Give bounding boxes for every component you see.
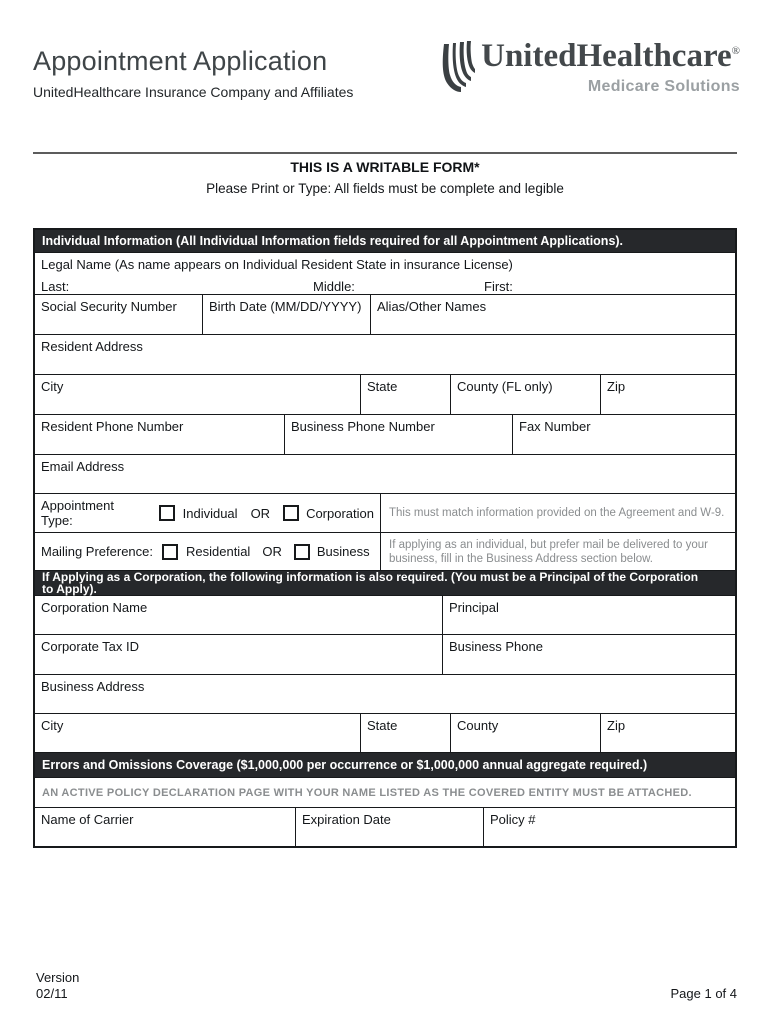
individual-option-label: Individual — [182, 505, 238, 521]
policy-number-label: Policy # — [490, 812, 536, 827]
zip-field[interactable] — [600, 375, 735, 414]
corporation-option-label: Corporation — [306, 505, 374, 521]
business-address-field[interactable] — [35, 675, 735, 713]
birth-date-label: Birth Date (MM/DD/YYYY) — [209, 299, 362, 314]
header-divider — [33, 152, 737, 154]
last-name-label: Last: — [41, 279, 70, 294]
individual-information-section-header: Individual Information (All Individual Information fields required for all Appointment Applications). — [35, 230, 735, 252]
first-name-field[interactable] — [478, 277, 735, 297]
last-name-field[interactable] — [35, 277, 307, 297]
appointment-type-label: Appointment Type: — [41, 498, 114, 528]
ssn-field[interactable] — [35, 295, 202, 334]
principal-label: Principal — [449, 600, 499, 615]
fax-number-label: Fax Number — [519, 419, 591, 434]
uhc-shield-icon — [439, 40, 475, 101]
form-table — [33, 228, 737, 848]
corp-city-field[interactable] — [35, 714, 360, 752]
zip-label: Zip — [607, 379, 626, 394]
writable-form-notice: THIS IS A WRITABLE FORM* — [290, 159, 480, 175]
business-phone-label: Business Phone Number — [291, 419, 435, 434]
email-address-label: Email Address — [41, 459, 125, 474]
corporate-tax-id-label: Corporate Tax ID — [41, 639, 140, 654]
principal-field[interactable] — [442, 596, 735, 634]
page-number: Page 1 of 4 — [670, 986, 737, 1001]
or-label-2: OR — [262, 544, 282, 559]
corp-state-label: State — [367, 718, 398, 733]
or-label: OR — [250, 505, 271, 521]
corp-zip-field[interactable] — [600, 714, 735, 752]
page-subtitle: UnitedHealthcare Insurance Company and Affiliates — [33, 84, 354, 100]
version-value: 02/11 — [36, 986, 68, 1001]
corp-zip-label: Zip — [607, 718, 626, 733]
city-label: City — [41, 379, 64, 394]
print-or-type-instruction: Please Print or Type: All fields must be complete and legible — [206, 181, 564, 196]
resident-phone-label: Resident Phone Number — [41, 419, 184, 434]
corporation-checkbox[interactable] — [283, 505, 299, 521]
alias-label: Alias/Other Names — [377, 299, 487, 314]
corporate-tax-id-field[interactable] — [35, 635, 442, 674]
corp-county-label: County — [457, 718, 499, 733]
mailing-preference-label: Mailing Preference: — [41, 544, 153, 559]
carrier-name-field[interactable] — [35, 808, 295, 846]
policy-number-field[interactable] — [483, 808, 735, 846]
fax-number-field[interactable] — [512, 415, 735, 454]
registered-mark: ® — [731, 45, 740, 57]
business-address-label: Business Address — [41, 679, 145, 694]
brand-wordmark: UnitedHealthcare® — [481, 38, 740, 74]
version-info — [36, 970, 79, 1002]
business-option-label: Business — [316, 544, 370, 559]
business-checkbox[interactable] — [294, 544, 310, 560]
corp-city-label: City — [41, 718, 64, 733]
policy-declaration-note: AN ACTIVE POLICY DECLARATION PAGE WITH YOUR NAME LISTED AS THE COVERED ENTITY MUST BE ATTACHED. — [35, 777, 735, 807]
corporation-name-label: Corporation Name — [41, 600, 148, 615]
corp-business-phone-label: Business Phone — [449, 639, 543, 654]
legal-name-field[interactable] — [35, 253, 735, 294]
errors-omissions-section-header: Errors and Omissions Coverage ($1,000,000 per occurrence or $1,000,000 annual aggregate required.) — [35, 752, 735, 777]
individual-checkbox[interactable] — [159, 505, 175, 521]
corporation-section-header: If Applying as a Corporation, the following information is also required. (You must be a Principal of the Corporation to Apply). — [35, 570, 735, 595]
alias-field[interactable] — [370, 295, 735, 334]
birth-date-field[interactable] — [202, 295, 370, 334]
carrier-name-label: Name of Carrier — [41, 812, 134, 827]
city-field[interactable] — [35, 375, 360, 414]
appointment-type-note: This must match information provided on the Agreement and W-9. — [380, 494, 735, 532]
version-label: Version — [36, 970, 80, 985]
corp-county-field[interactable] — [450, 714, 600, 752]
county-field[interactable] — [450, 375, 600, 414]
resident-phone-field[interactable] — [35, 415, 284, 454]
state-label: State — [367, 379, 398, 394]
residential-option-label: Residential — [186, 544, 251, 559]
expiration-date-label: Expiration Date — [302, 812, 391, 827]
first-name-label: First: — [484, 279, 513, 294]
residential-checkbox[interactable] — [162, 544, 178, 560]
county-label: County (FL only) — [457, 379, 553, 394]
corp-business-phone-field[interactable] — [442, 635, 735, 674]
resident-address-field[interactable] — [35, 335, 735, 374]
mailing-preference-note: If applying as an individual, but prefer mail be delivered to your business, fill in the Business Address section below. — [380, 533, 735, 570]
middle-name-field[interactable] — [307, 277, 478, 297]
legal-name-label: Legal Name (As name appears on Individual Resident State in insurance License) — [41, 257, 513, 272]
corporation-name-field[interactable] — [35, 596, 442, 634]
email-address-field[interactable] — [35, 455, 735, 493]
middle-name-label: Middle: — [313, 279, 355, 294]
mailing-preference-group — [35, 533, 380, 570]
page-title: Appointment Application — [33, 46, 328, 76]
corp-state-field[interactable] — [360, 714, 450, 752]
unitedhealthcare-logo — [439, 38, 740, 101]
brand-tagline: Medicare Solutions — [587, 77, 740, 95]
ssn-label: Social Security Number — [41, 299, 177, 314]
state-field[interactable] — [360, 375, 450, 414]
expiration-date-field[interactable] — [295, 808, 483, 846]
appointment-type-group — [35, 494, 380, 532]
business-phone-field[interactable] — [284, 415, 512, 454]
resident-address-label: Resident Address — [41, 339, 143, 354]
